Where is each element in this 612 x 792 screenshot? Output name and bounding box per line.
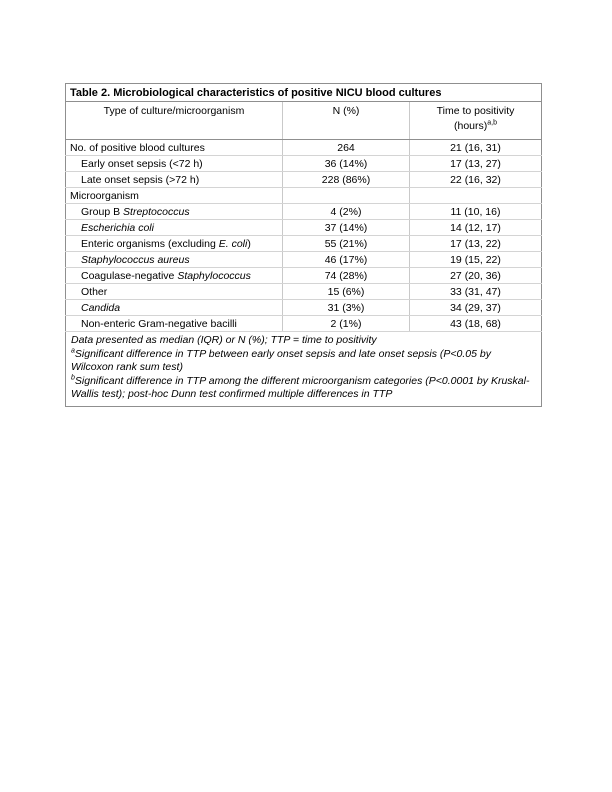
- table-row: [66, 316, 542, 332]
- row-n-value: 228 (86%): [283, 172, 410, 188]
- table-title-row: [66, 84, 542, 102]
- row-ttp-value: 33 (31, 47): [410, 284, 542, 300]
- row-n-value: 55 (21%): [283, 236, 410, 252]
- table-header-row: [66, 102, 542, 140]
- row-ttp-value: 34 (29, 37): [410, 300, 542, 316]
- table-row: [66, 284, 542, 300]
- table-footnotes: [66, 332, 542, 407]
- table-row: [66, 300, 542, 316]
- table-row-section: [66, 188, 542, 204]
- row-ttp-value: 11 (10, 16): [410, 204, 542, 220]
- column-header-ttp: [410, 102, 542, 140]
- row-ttp-value: 19 (15, 22): [410, 252, 542, 268]
- table-row: [66, 156, 542, 172]
- row-label: Early onset sepsis (<72 h): [66, 156, 283, 172]
- row-ttp-value: 27 (20, 36): [410, 268, 542, 284]
- row-label: Non-enteric Gram-negative bacilli: [66, 316, 283, 332]
- table-row: [66, 140, 542, 156]
- row-ttp-value: 21 (16, 31): [410, 140, 542, 156]
- ttp-header-line2: (hours): [454, 120, 488, 132]
- ttp-header-line1: Time to positivity: [436, 105, 515, 117]
- row-label: Late onset sepsis (>72 h): [66, 172, 283, 188]
- row-ttp-value: 17 (13, 22): [410, 236, 542, 252]
- row-label: Candida: [66, 300, 283, 316]
- column-header-n: N (%): [283, 102, 410, 140]
- row-n-value: 2 (1%): [283, 316, 410, 332]
- row-label: Coagulase-negative Staphylococcus: [66, 268, 283, 284]
- table-row: [66, 268, 542, 284]
- row-n-value: 264: [283, 140, 410, 156]
- ttp-header-superscript: a,b: [487, 119, 497, 127]
- footnote-b: $^b$Significant difference in TTP among the different microorganism categories (P<0.0001 by Kruskal-Wallis test); post-hoc Dunn test confirmed multiple differences in TTP: [71, 374, 530, 400]
- row-label: Enteric organisms (excluding E. coli): [66, 236, 283, 252]
- table-row: [66, 220, 542, 236]
- row-n-value: 36 (14%): [283, 156, 410, 172]
- row-n-value: 4 (2%): [283, 204, 410, 220]
- row-ttp-value: 17 (13, 27): [410, 156, 542, 172]
- row-n-value: 31 (3%): [283, 300, 410, 316]
- row-ttp-value: 22 (16, 32): [410, 172, 542, 188]
- footnote-b-marker: b: [71, 374, 75, 381]
- row-label: Staphylococcus aureus: [66, 252, 283, 268]
- row-n-value: [283, 188, 410, 204]
- table-title: Table 2. Microbiological characteristics of positive NICU blood cultures: [66, 84, 542, 102]
- row-ttp-value: 14 (12, 17): [410, 220, 542, 236]
- row-label: Microorganism: [66, 188, 283, 204]
- row-n-value: 37 (14%): [283, 220, 410, 236]
- row-n-value: 46 (17%): [283, 252, 410, 268]
- table-2-microbiological-characteristics: [65, 83, 542, 407]
- row-label: No. of positive blood cultures: [66, 140, 283, 156]
- row-n-value: 74 (28%): [283, 268, 410, 284]
- row-ttp-value: 43 (18, 68): [410, 316, 542, 332]
- column-header-type: Type of culture/microorganism: [66, 102, 283, 140]
- table-row: [66, 252, 542, 268]
- table-row: [66, 204, 542, 220]
- row-ttp-value: [410, 188, 542, 204]
- row-label: Other: [66, 284, 283, 300]
- table-row: [66, 236, 542, 252]
- footnote-a: $^a$Significant difference in TTP between early onset sepsis and late onset sepsis (P<0.05 by Wilcoxon rank sum test): [71, 347, 491, 373]
- table-row: [66, 172, 542, 188]
- table-footnote-row: [66, 332, 542, 407]
- footnote-a-marker: a: [71, 347, 75, 354]
- row-label: Escherichia coli: [66, 220, 283, 236]
- footnote-general: Data presented as median (IQR) or N (%); TTP = time to positivity: [71, 334, 377, 346]
- row-n-value: 15 (6%): [283, 284, 410, 300]
- row-label: Group B Streptococcus: [66, 204, 283, 220]
